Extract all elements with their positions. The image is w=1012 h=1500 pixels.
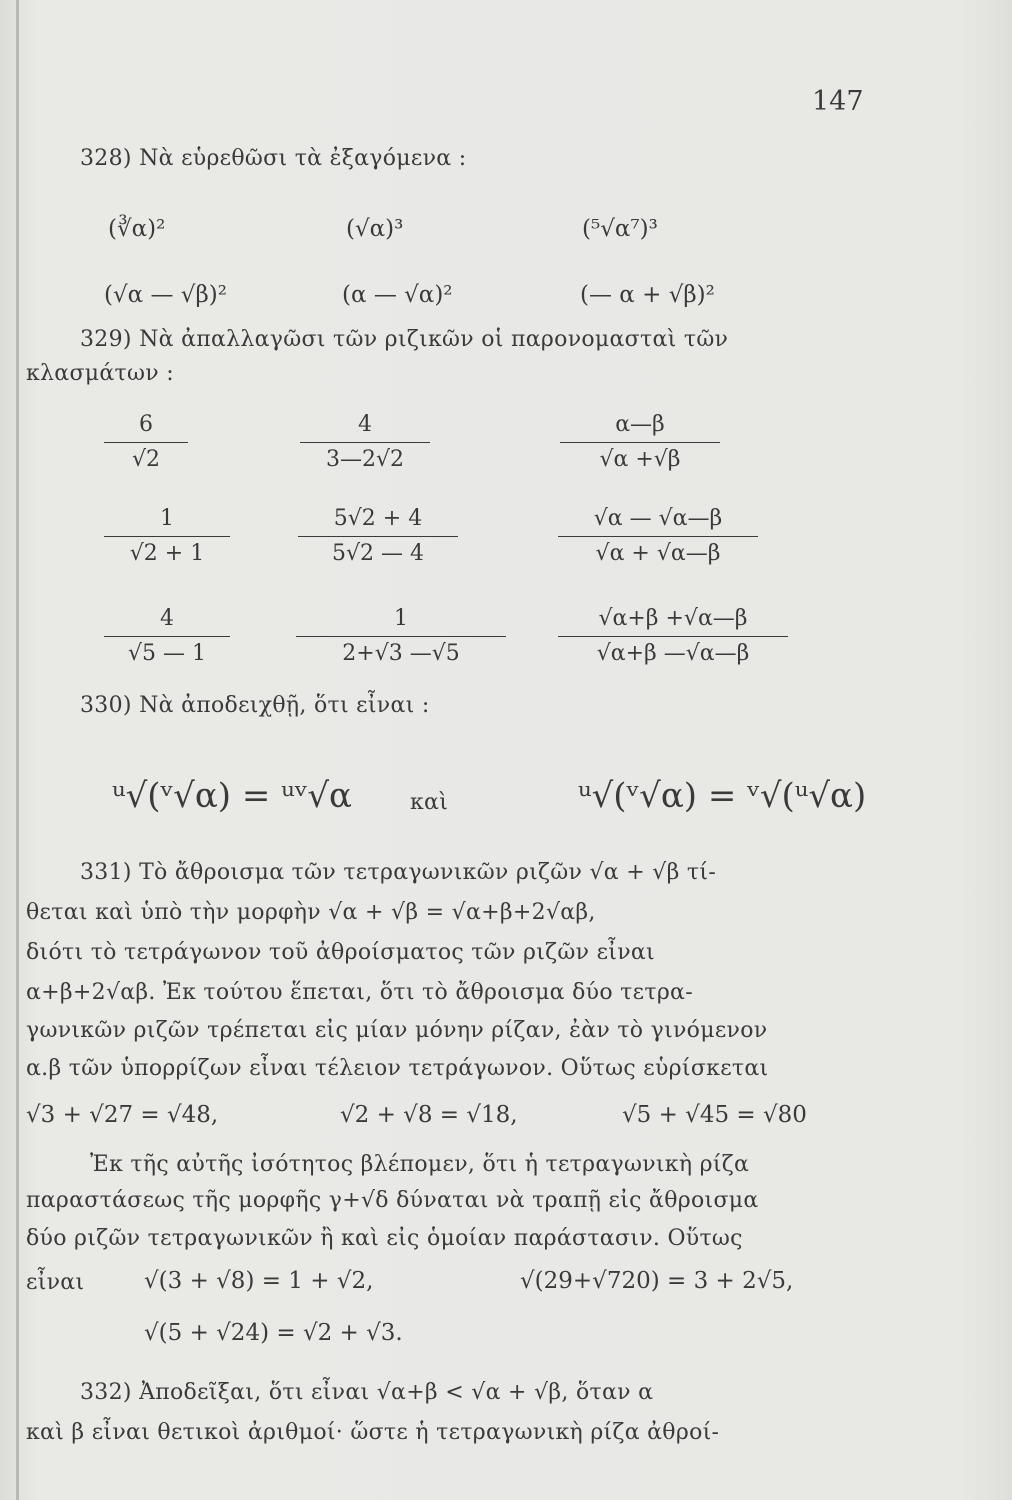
p332-line-2: καὶ β εἶναι θετικοὶ ἀριθμοί· ὥστε ἡ τετραγωνικὴ ρίζα ἀθροί-	[26, 1420, 720, 1445]
p331-equation-2: √2 + √8 = √18,	[340, 1102, 518, 1128]
fraction-3: α—β √α +√β	[560, 410, 720, 475]
fraction-9: √α+β +√α—β √α+β —√α—β	[558, 604, 788, 669]
p331-equation-3: √5 + √45 = √80	[622, 1102, 807, 1128]
p330-formula-2: ᵘ√(ᵛ√α) = ᵛ√(ᵘ√α)	[578, 776, 867, 816]
p331-line-1: 331) Τὸ ἄθροισμα τῶν τετραγωνικῶν ριζῶν √α + √β τί-	[80, 860, 717, 885]
problem-330-heading: 330) Νὰ ἀποδειχθῇ, ὅτι εἶναι :	[80, 693, 430, 718]
p331-line-7: Ἐκ τῆς αὐτῆς ἰσότητος βλέπομεν, ὅτι ἡ τετραγωνικὴ ρίζα	[90, 1152, 750, 1177]
p332-line-1: 332) Ἀποδεῖξαι, ὅτι εἶναι √α+β < √α + √β, ὅταν α	[80, 1380, 654, 1405]
fraction-1: 6 √2	[104, 410, 188, 475]
p331-line-8: παραστάσεως τῆς μορφῆς γ+√δ δύναται νὰ τραπῇ εἰς ἄθροισμα	[26, 1188, 759, 1213]
p331-line-3: διότι τὸ τετράγωνον τοῦ ἀθροίσματος τῶν ριζῶν εἶναι	[26, 940, 655, 965]
p331-line-2: θεται καὶ ὑπὸ τὴν μορφὴν √α + √β = √α+β+2√αβ,	[26, 900, 596, 925]
p331-equation-4: √(3 + √8) = 1 + √2,	[144, 1268, 374, 1294]
p331-line-5: γωνικῶν ριζῶν τρέπεται εἰς μίαν μόνην ρίζαν, ἐὰν τὸ γινόμενον	[26, 1018, 768, 1043]
p330-formula-1: ᵘ√(ᵛ√α) = ᵘᵛ√α	[112, 776, 353, 816]
p328-expr-4: (√α — √β)²	[104, 282, 227, 308]
page-number: 147	[812, 86, 864, 117]
fraction-2: 4 3—2√2	[300, 410, 430, 475]
problem-329-heading-cont: κλασμάτων :	[26, 361, 174, 386]
p331-line-4: α+β+2√αβ. Ἐκ τούτου ἕπεται, ὅτι τὸ ἄθροισμα δύο τετρα-	[26, 980, 693, 1005]
problem-329-heading: 329) Νὰ ἀπαλλαγῶσι τῶν ριζικῶν οἱ παρονομασταὶ τῶν	[80, 327, 729, 352]
p328-expr-2: (√α)³	[346, 216, 404, 242]
fraction-5: 5√2 + 4 5√2 — 4	[298, 504, 458, 569]
p331-equation-1: √3 + √27 = √48,	[26, 1102, 219, 1128]
p331-equation-5: √(29+√720) = 3 + 2√5,	[520, 1268, 794, 1294]
p328-expr-5: (α — √α)²	[342, 282, 453, 308]
p328-expr-6: (— α + √β)²	[580, 282, 715, 308]
binding-edge	[16, 0, 19, 1500]
p328-expr-1: (∛α)²	[108, 216, 166, 242]
fraction-8: 1 2+√3 —√5	[296, 604, 506, 669]
p330-conjunction: καὶ	[410, 790, 449, 815]
p331-equation-6: √(5 + √24) = √2 + √3.	[144, 1320, 403, 1346]
p331-line-6: α.β τῶν ὑπορρίζων εἶναι τέλειον τετράγωνον. Οὕτως εὑρίσκεται	[26, 1056, 769, 1081]
p331-line-9: δύο ριζῶν τετραγωνικῶν ἢ καὶ εἰς ὁμοίαν παράστασιν. Οὕτως	[26, 1226, 743, 1251]
problem-328-heading: 328) Νὰ εὑρεθῶσι τὰ ἐξαγόμενα :	[80, 146, 467, 171]
p328-expr-3: (⁵√α⁷)³	[582, 216, 658, 242]
fraction-4: 1 √2 + 1	[104, 504, 230, 569]
fraction-6: √α — √α—β √α + √α—β	[558, 504, 758, 569]
p331-line-10-lead: εἶναι	[26, 1270, 85, 1295]
fraction-7: 4 √5 — 1	[104, 604, 230, 669]
